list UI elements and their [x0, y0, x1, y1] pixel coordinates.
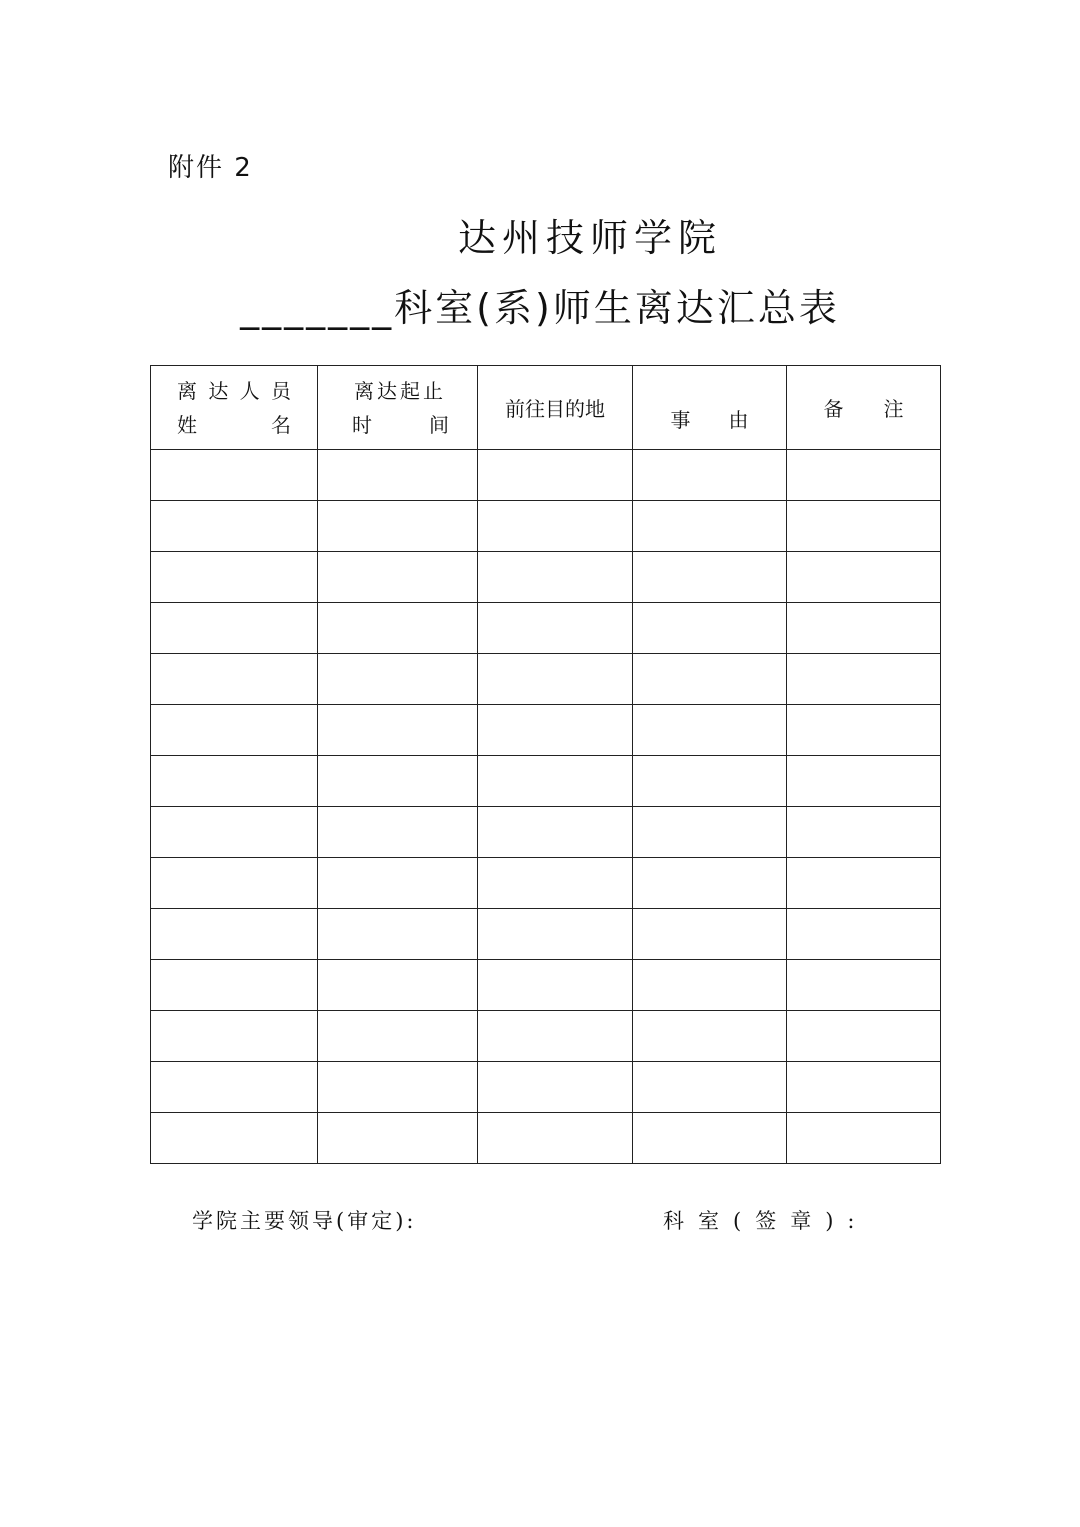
table-row: [151, 654, 941, 705]
table-cell-time: [318, 1011, 478, 1062]
table-cell-reason: [633, 603, 787, 654]
table-cell-reason: [633, 1011, 787, 1062]
table-cell-destination: [478, 858, 633, 909]
table-cell-time: [318, 552, 478, 603]
table-cell-remarks: [787, 960, 941, 1011]
table-cell-remarks: [787, 501, 941, 552]
table-cell-name: [151, 858, 318, 909]
table-row: [151, 705, 941, 756]
table-cell-time: [318, 1113, 478, 1164]
table-cell-reason: [633, 1113, 787, 1164]
table-cell-reason: [633, 1062, 787, 1113]
table-cell-destination: [478, 756, 633, 807]
table-cell-name: [151, 705, 318, 756]
table-cell-name: [151, 654, 318, 705]
table-cell-reason: [633, 960, 787, 1011]
table-cell-remarks: [787, 909, 941, 960]
table-row: [151, 960, 941, 1011]
table-header-row: [151, 366, 941, 450]
table-cell-destination: [478, 1113, 633, 1164]
table-cell-remarks: [787, 756, 941, 807]
header-reason: [633, 366, 787, 450]
table-cell-reason: [633, 501, 787, 552]
table-cell-name: [151, 1011, 318, 1062]
table-cell-reason: [633, 858, 787, 909]
table-cell-time: [318, 450, 478, 501]
table-cell-destination: [478, 705, 633, 756]
header-departure-time: [318, 366, 478, 450]
header-remarks-label: 备 注: [823, 397, 904, 421]
table-cell-remarks: [787, 807, 941, 858]
department-seal-label: 科室(签章):: [663, 1209, 869, 1233]
table-cell-destination: [478, 1011, 633, 1062]
table-cell-destination: [478, 909, 633, 960]
table-row: [151, 501, 941, 552]
header-reason-label: 事 由: [670, 408, 749, 432]
table-row: [151, 603, 941, 654]
table-row: [151, 450, 941, 501]
table-cell-destination: [478, 960, 633, 1011]
table-cell-name: [151, 960, 318, 1011]
table-cell-remarks: [787, 705, 941, 756]
table-cell-destination: [478, 552, 633, 603]
table-cell-remarks: [787, 654, 941, 705]
table-row: [151, 756, 941, 807]
document-title: 达州技师学院: [457, 216, 722, 260]
table-cell-remarks: [787, 450, 941, 501]
table-cell-time: [318, 858, 478, 909]
summary-table: [150, 365, 941, 1164]
table-row: [151, 1011, 941, 1062]
table-cell-reason: [633, 654, 787, 705]
header-remarks: [787, 366, 941, 450]
table-cell-reason: [633, 552, 787, 603]
table-cell-name: [151, 603, 318, 654]
table-cell-remarks: [787, 1062, 941, 1113]
table-body: [151, 450, 941, 1164]
header-departure-time-line1: 离达起止: [354, 378, 443, 403]
header-person-name-line1: 离 达 人 员: [177, 378, 291, 403]
table-cell-name: [151, 552, 318, 603]
document-subtitle: _______科室(系)师生离达汇总表: [240, 286, 840, 330]
table-cell-destination: [478, 1062, 633, 1113]
table-cell-time: [318, 960, 478, 1011]
table-cell-destination: [478, 603, 633, 654]
table-cell-remarks: [787, 1011, 941, 1062]
table-cell-time: [318, 909, 478, 960]
table-cell-destination: [478, 654, 633, 705]
table-cell-time: [318, 1062, 478, 1113]
table-cell-reason: [633, 807, 787, 858]
attachment-label: 附件 2: [168, 153, 253, 183]
table-cell-reason: [633, 756, 787, 807]
table-row: [151, 858, 941, 909]
table-cell-time: [318, 807, 478, 858]
table-cell-destination: [478, 501, 633, 552]
table-cell-name: [151, 450, 318, 501]
table-cell-reason: [633, 909, 787, 960]
table-row: [151, 1062, 941, 1113]
table-row: [151, 552, 941, 603]
header-destination: [478, 366, 633, 450]
table-cell-time: [318, 756, 478, 807]
table-cell-time: [318, 654, 478, 705]
table-cell-name: [151, 501, 318, 552]
table-row: [151, 1113, 941, 1164]
header-departure-time-line2: 时 间: [352, 412, 449, 437]
table-cell-remarks: [787, 1113, 941, 1164]
table-cell-reason: [633, 450, 787, 501]
table-cell-reason: [633, 705, 787, 756]
table-cell-name: [151, 756, 318, 807]
table-row: [151, 909, 941, 960]
table-cell-remarks: [787, 552, 941, 603]
table-cell-time: [318, 603, 478, 654]
table-cell-remarks: [787, 603, 941, 654]
table-cell-name: [151, 1062, 318, 1113]
table-cell-destination: [478, 807, 633, 858]
table-cell-name: [151, 807, 318, 858]
header-person-name-line2: 姓 名: [177, 412, 291, 437]
table-row: [151, 807, 941, 858]
table-cell-time: [318, 705, 478, 756]
table-cell-remarks: [787, 858, 941, 909]
table-cell-name: [151, 1113, 318, 1164]
table-cell-destination: [478, 450, 633, 501]
header-destination-label: 前往目的地: [505, 397, 605, 421]
table-cell-time: [318, 501, 478, 552]
header-person-name: [151, 366, 318, 450]
table-cell-name: [151, 909, 318, 960]
leader-approval-label: 学院主要领导(审定):: [192, 1209, 417, 1233]
